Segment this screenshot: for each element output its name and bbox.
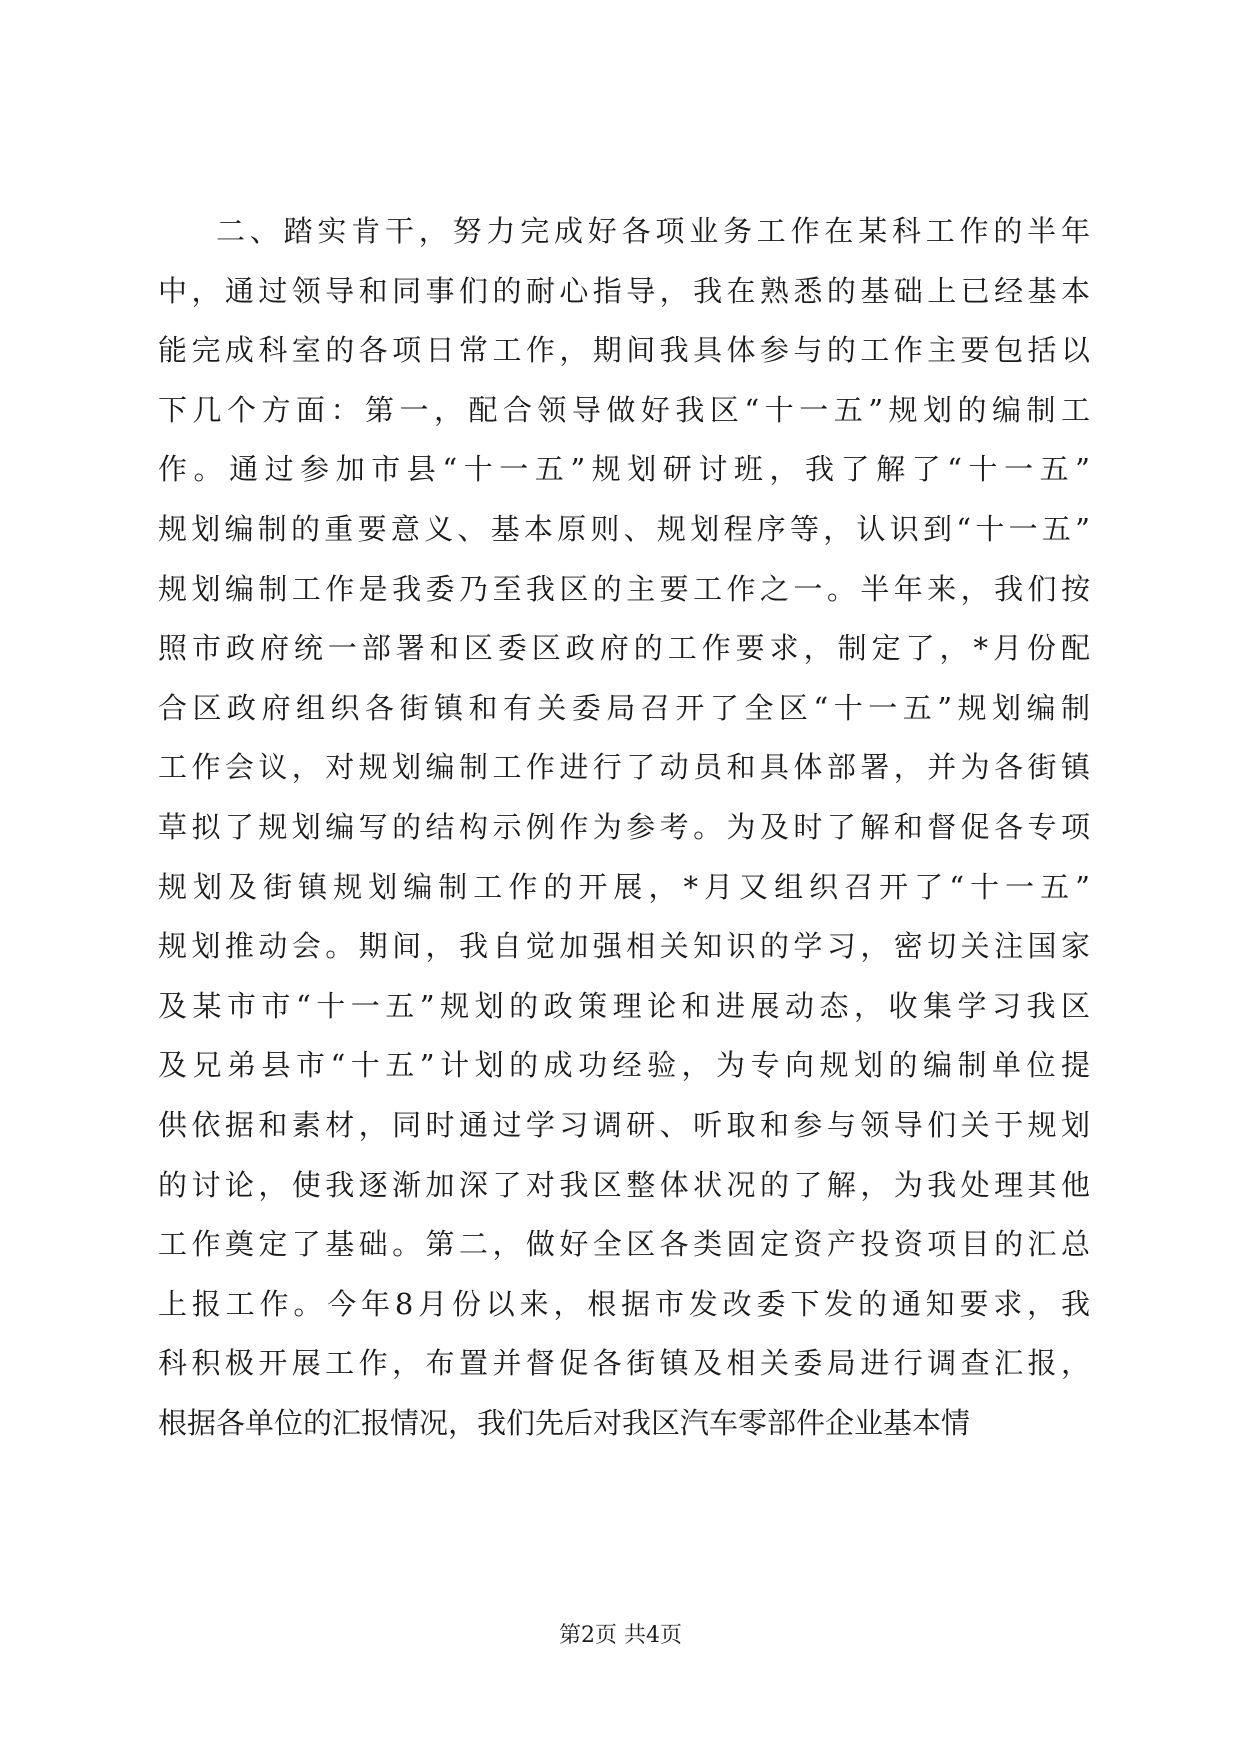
page-number-footer: 第2页 共4页: [559, 1623, 682, 1648]
paragraph-line: 规划推动会。期间，我自觉加强相关知识的学习，密切关注国家: [158, 929, 1090, 964]
paragraph-line: 及某市市“十一五”规划的政策理论和进展动态，收集学习我区: [158, 988, 1090, 1023]
paragraph-line: 规划编制工作是我委乃至我区的主要工作之一。半年来，我们按: [158, 571, 1090, 606]
paragraph-line: 照市政府统一部署和区委区政府的工作要求，制定了，*月份配: [158, 631, 1090, 666]
paragraph-line: 上报工作。今年8月份以来，根据市发改委下发的通知要求，我: [158, 1286, 1090, 1321]
paragraph-line: 根据各单位的汇报情况，我们先后对我区汽车零部件企业基本情: [158, 1405, 971, 1440]
paragraph-line: 作。通过参加市县“十一五”规划研讨班，我了解了“十一五”: [158, 452, 1090, 487]
paragraph-line: 科积极开展工作，布置并督促各街镇及相关委局进行调查汇报，: [158, 1346, 1090, 1381]
body-paragraph: [158, 202, 1090, 1453]
paragraph-line: 工作会议，对规划编制工作进行了动员和具体部署，并为各街镇: [158, 750, 1090, 785]
paragraph-line: 中，通过领导和同事们的耐心指导，我在熟悉的基础上已经基本: [158, 273, 1090, 308]
paragraph-line: 工作奠定了基础。第二，做好全区各类固定资产投资项目的汇总: [158, 1227, 1090, 1262]
paragraph-line: 及兄弟县市“十五”计划的成功经验，为专向规划的编制单位提: [158, 1048, 1090, 1083]
paragraph-line: 草拟了规划编写的结构示例作为参考。为及时了解和督促各专项: [158, 809, 1090, 844]
paragraph-line: 二、踏实肯干，努力完成好各项业务工作在某科工作的半年: [216, 214, 1090, 248]
paragraph-line: 下几个方面：第一，配合领导做好我区“十一五”规划的编制工: [158, 392, 1090, 427]
paragraph-line: 的讨论，使我逐渐加深了对我区整体状况的了解，为我处理其他: [158, 1167, 1090, 1202]
paragraph-line: 规划及街镇规划编制工作的开展，*月又组织召开了“十一五”: [158, 869, 1090, 904]
paragraph-line: 合区政府组织各街镇和有关委局召开了全区“十一五”规划编制: [158, 690, 1090, 725]
paragraph-line: 规划编制的重要意义、基本原则、规划程序等，认识到“十一五”: [158, 511, 1090, 546]
paragraph-line: 供依据和素材，同时通过学习调研、听取和参与领导们关于规划: [158, 1107, 1090, 1142]
paragraph-line: 能完成科室的各项日常工作，期间我具体参与的工作主要包括以: [158, 333, 1090, 368]
